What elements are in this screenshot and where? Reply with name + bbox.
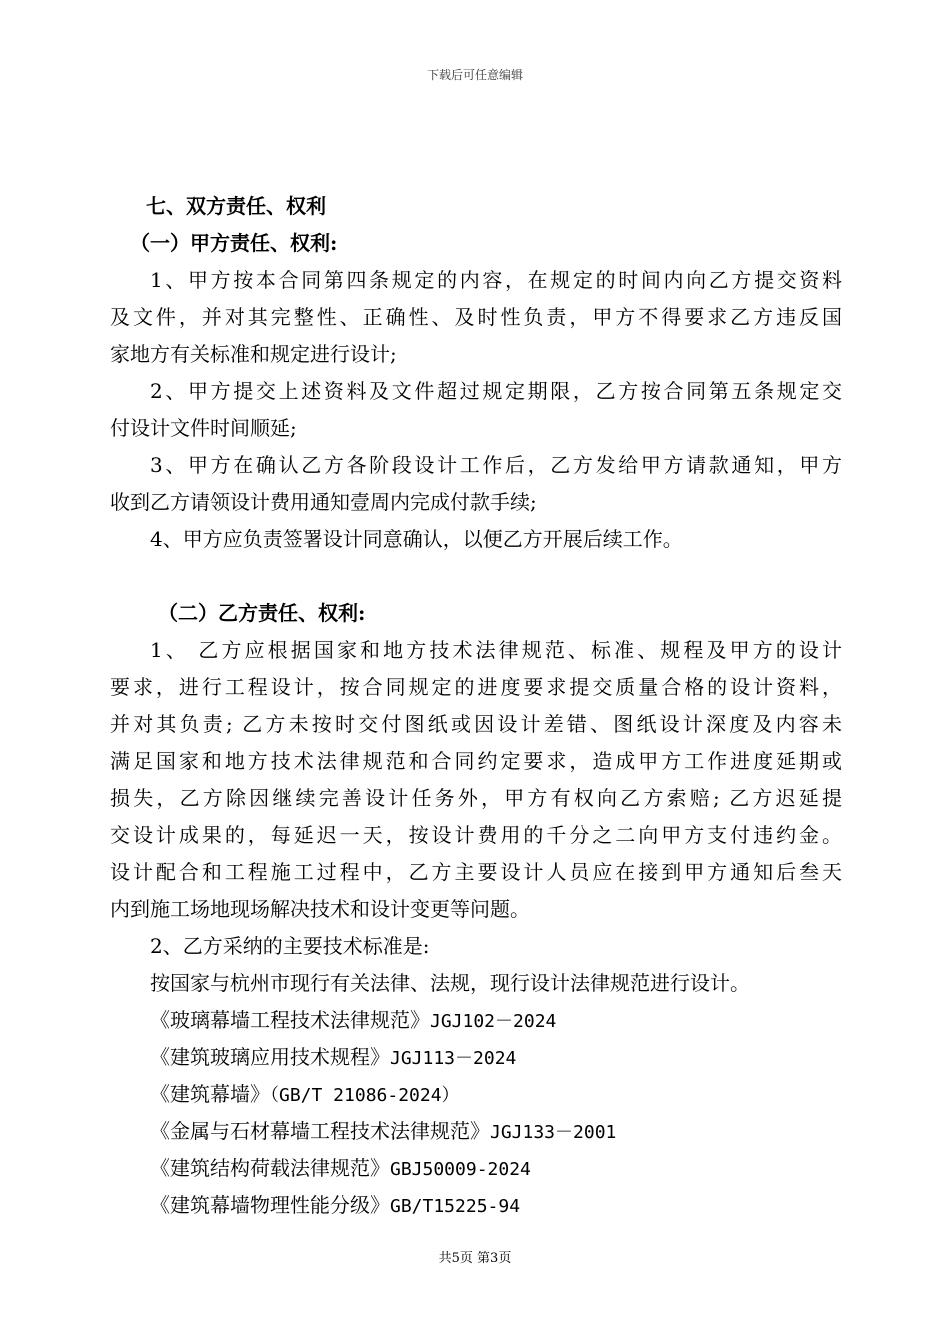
page-header-note: 下载后可任意编辑: [426, 68, 523, 82]
page-footer: 共5页 第3页: [438, 1251, 512, 1266]
party-b-line: 1、 乙方应根据国家和地方技术法律规范、标准、规程及甲方的设计: [150, 638, 842, 662]
standard-name: 《建筑幕墙物理性能分级》: [150, 1193, 390, 1217]
party-b-line: 2、乙方采纳的主要技术标准是:: [150, 934, 430, 958]
standard-code: JGJ102－2024: [430, 1011, 557, 1032]
standard-code: JGJ133－2001: [490, 1122, 617, 1143]
standard-item: [110, 1002, 842, 1039]
party-a-line: 3、甲方在确认乙方各阶段设计工作后，乙方发给甲方请款通知，甲方: [150, 453, 842, 477]
standard-code: JGJ113－2024: [390, 1048, 517, 1069]
standard-item: [110, 1150, 842, 1187]
party-b-heading: （二）乙方责任、权利:: [158, 601, 366, 625]
party-b-line: 满足国家和地方技术法律规范和合同约定要求，造成甲方工作进度延期或: [110, 749, 842, 773]
standard-name: 《建筑结构荷载法律规范》: [150, 1156, 390, 1180]
party-a-line: 2、甲方提交上述资料及文件超过规定期限，乙方按合同第五条规定交: [150, 379, 842, 403]
party-a-line: 收到乙方请领设计费用通知壹周内完成付款手续;: [110, 490, 537, 514]
party-a-line: 1、甲方按本合同第四条规定的内容，在规定的时间内向乙方提交资料: [150, 268, 842, 292]
standard-code: （GB/T 21086-2024）: [270, 1085, 460, 1106]
party-a-line: 付设计文件时间顺延;: [110, 416, 297, 440]
standard-name: 《建筑幕墙》: [150, 1082, 270, 1106]
standard-name: 《玻璃幕墙工程技术法律规范》: [150, 1008, 430, 1032]
document-body: [110, 188, 842, 1224]
party-a-line: 及文件，并对其完整性、正确性、及时性负责，甲方不得要求乙方违反国: [110, 305, 842, 329]
standard-item: [110, 1113, 842, 1150]
party-b-line: 设计配合和工程施工过程中，乙方主要设计人员应在接到甲方通知后叁天: [110, 860, 842, 884]
party-b-line: 交设计成果的，每延迟一天，按设计费用的千分之二向甲方支付违约金。: [110, 823, 842, 847]
party-b-line: 并对其负责; 乙方未按时交付图纸或因设计差错、图纸设计深度及内容未: [110, 712, 842, 736]
standard-code: GB/T15225-94: [390, 1196, 521, 1217]
standard-name: 《金属与石材幕墙工程技术法律规范》: [150, 1119, 490, 1143]
party-b-line: 按国家与杭州市现行有关法律、法规，现行设计法律规范进行设计。: [150, 971, 750, 995]
party-a-line: 家地方有关标准和规定进行设计;: [110, 342, 397, 366]
standard-item: [110, 1187, 842, 1224]
paragraph-gap: [110, 558, 842, 595]
party-a-heading: （一）甲方责任、权利:: [130, 231, 338, 255]
party-b-line: 损失，乙方除因继续完善设计任务外，甲方有权向乙方索赔; 乙方迟延提: [110, 786, 842, 810]
party-b-line: 内到施工场地现场解决技术和设计变更等问题。: [110, 897, 530, 921]
party-b-line: 要求，进行工程设计，按合同规定的进度要求提交质量合格的设计资料，: [110, 675, 842, 699]
standard-item: [110, 1039, 842, 1076]
standard-item: [110, 1076, 842, 1113]
standard-name: 《建筑玻璃应用技术规程》: [150, 1045, 390, 1069]
section-title: 七、双方责任、权利: [146, 194, 326, 218]
party-a-line: 4、甲方应负责签署设计同意确认，以便乙方开展后续工作。: [150, 527, 683, 551]
standard-code: GBJ50009-2024: [390, 1159, 531, 1180]
